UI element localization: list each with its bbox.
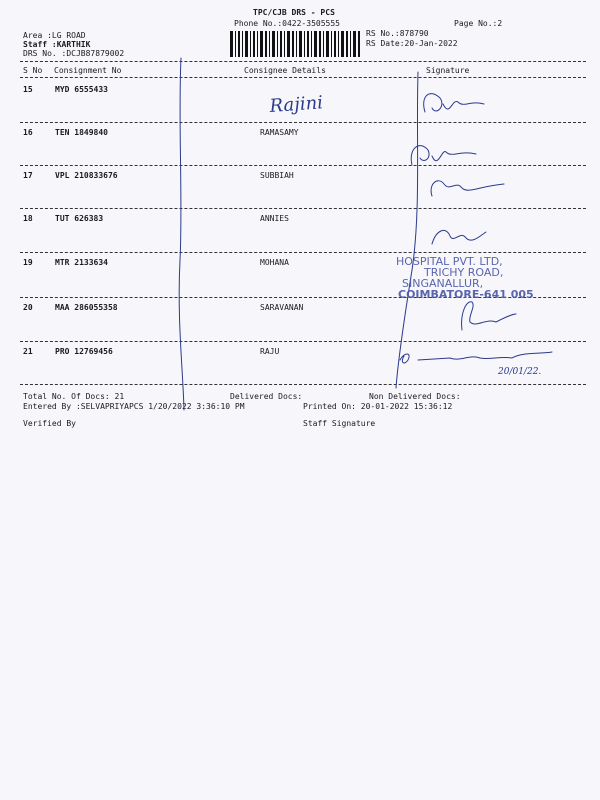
row-sno: 20 xyxy=(23,303,33,312)
row-sno: 17 xyxy=(23,171,33,180)
row-sno: 19 xyxy=(23,258,33,267)
row-consignment: MAA 286055358 xyxy=(55,303,118,312)
rs-date: RS Date:20-Jan-2022 xyxy=(366,39,458,48)
staff-signature-label: Staff Signature xyxy=(303,419,376,428)
signature-row-18 xyxy=(432,230,486,244)
verified-by: Verified By xyxy=(23,419,76,428)
row-consignee: MOHANA xyxy=(260,258,289,267)
total-docs: Total No. Of Docs: 21 xyxy=(23,392,125,401)
row-sno: 18 xyxy=(23,214,33,223)
row-consignee: RAMASAMY xyxy=(260,128,299,137)
row-consignment: MTR 2133634 xyxy=(55,258,108,267)
non-delivered-docs: Non Delivered Docs: xyxy=(369,392,461,401)
page-number: Page No.:2 xyxy=(454,19,503,28)
handwritten-consignee-rajini: Rajini xyxy=(268,92,324,117)
col-sno: S No xyxy=(23,66,43,75)
hand-drawn-column-line-right xyxy=(396,72,418,388)
row-consignee: SUBBIAH xyxy=(260,171,294,180)
signature-row-16 xyxy=(411,146,476,165)
signature-row-17 xyxy=(431,181,504,196)
row-sno: 21 xyxy=(23,347,33,356)
row-consignee: RAJU xyxy=(260,347,280,356)
stamp-line-1: HOSPITAL PVT. LTD, xyxy=(396,255,503,268)
row-consignment: MYD 6555433 xyxy=(55,85,108,94)
rs-number: RS No.:878790 xyxy=(366,29,429,38)
signature-row-21 xyxy=(400,352,552,363)
row-consignee: SARAVANAN xyxy=(260,303,304,312)
hand-drawn-column-line-left xyxy=(179,58,184,410)
staff-label: Staff :KARTHIK xyxy=(23,40,91,49)
drs-number: DRS No. :DCJB87879002 xyxy=(23,49,125,58)
col-signature: Signature xyxy=(426,66,470,75)
col-consignee: Consignee Details xyxy=(244,66,326,75)
stamp-line-4: COIMBATORE-641 005 xyxy=(398,288,534,301)
signature-row-15 xyxy=(424,94,484,112)
col-consignment: Consignment No xyxy=(54,66,122,75)
area-label: Area :LG ROAD xyxy=(23,31,86,40)
signature-row-20 xyxy=(462,302,516,330)
entered-by: Entered By :SELVAPRIYAPCS 1/20/2022 3:36:10 PM xyxy=(23,402,245,411)
printed-on: Printed On: 20-01-2022 15:36:12 xyxy=(303,402,453,411)
row-consignee: ANNIES xyxy=(260,214,289,223)
delivered-docs: Delivered Docs: xyxy=(230,392,303,401)
row-sno: 15 xyxy=(23,85,33,94)
row-sno: 16 xyxy=(23,128,33,137)
phone-number: Phone No.:0422-3505555 xyxy=(234,19,340,28)
row-consignment: TEN 1849840 xyxy=(55,128,108,137)
company-stamp xyxy=(396,255,534,301)
row-consignment: TUT 626383 xyxy=(55,214,104,223)
document-title: TPC/CJB DRS - PCS xyxy=(253,8,335,17)
stamp-line-2: TRICHY ROAD, xyxy=(424,266,504,279)
stamp-line-3: SINGANALLUR, xyxy=(402,277,484,290)
row-consignment: PRO 12769456 xyxy=(55,347,113,356)
handwritten-date-note: 20/01/22. xyxy=(498,367,542,377)
row-consignment: VPL 210833676 xyxy=(55,171,118,180)
